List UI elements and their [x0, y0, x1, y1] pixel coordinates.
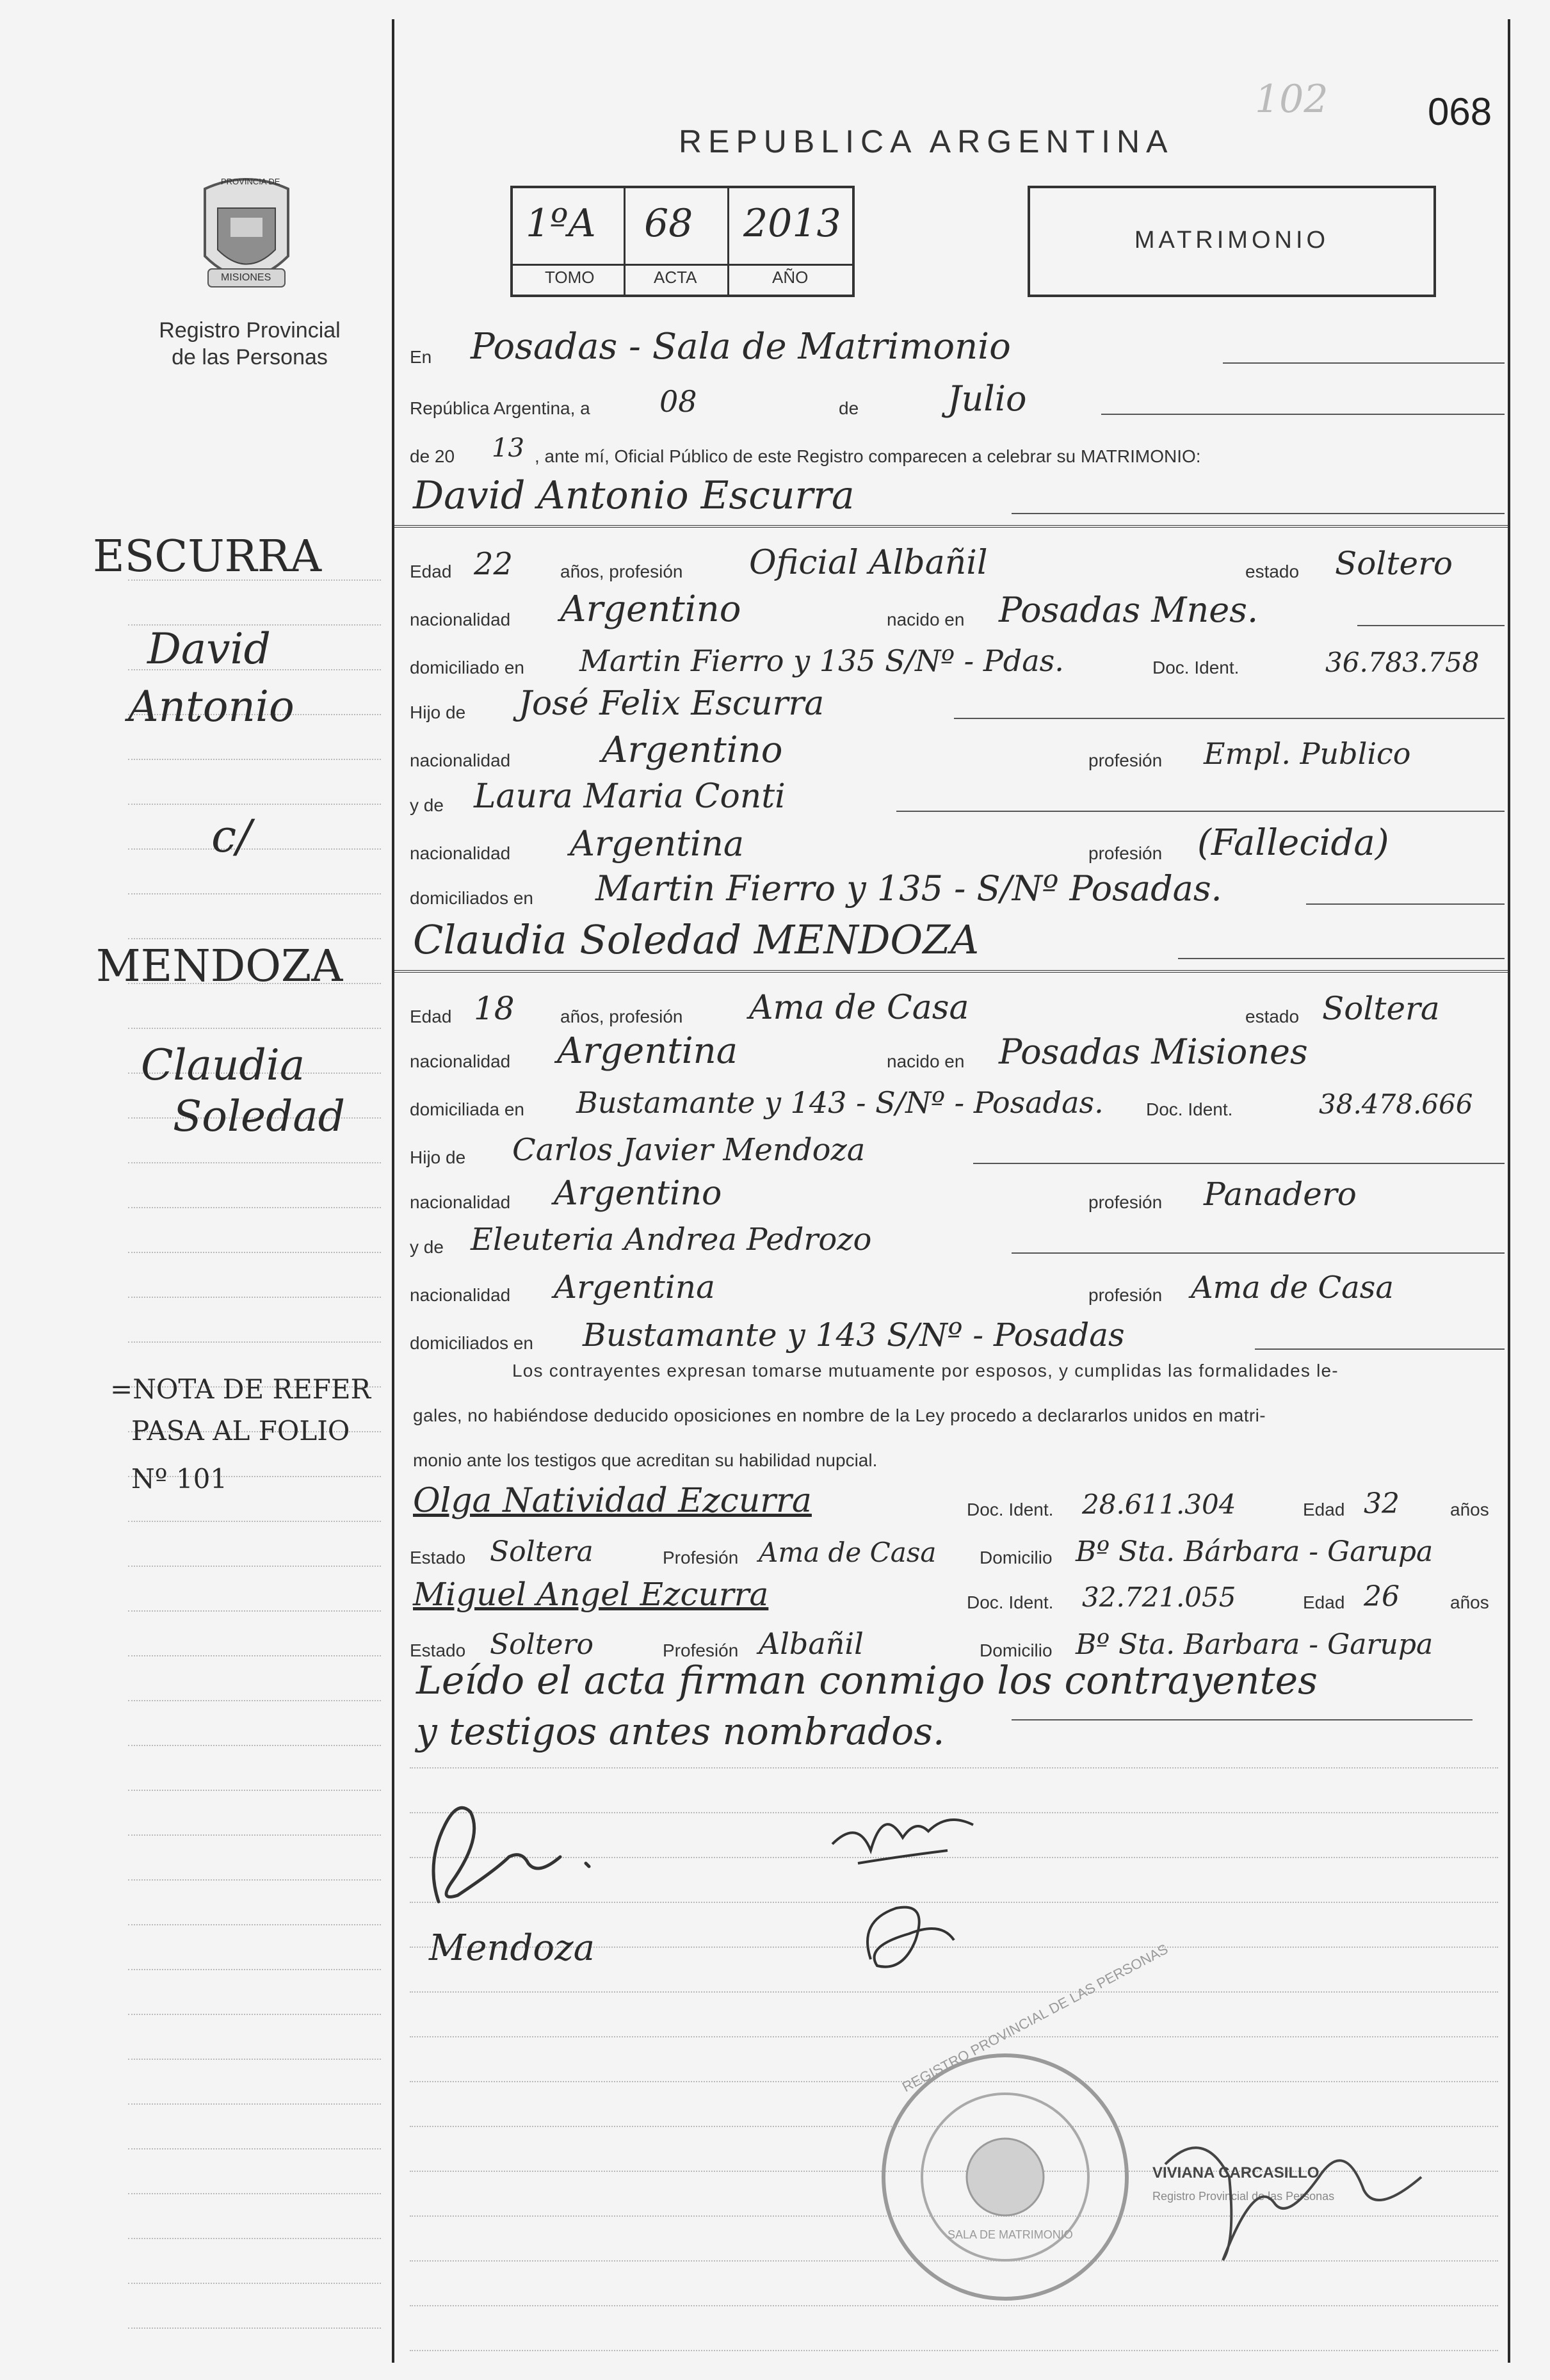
- edad-label: Edad: [410, 562, 452, 581]
- prof-label: profesión: [1088, 1285, 1163, 1305]
- groom-signature-icon: [400, 1786, 656, 1927]
- witness-estado-label: Estado: [410, 1548, 466, 1567]
- bride-mother-prof: Ama de Casa: [1191, 1270, 1394, 1306]
- margin-groom-name2: Antonio: [128, 682, 295, 731]
- witness-dom-label: Domicilio: [980, 1640, 1053, 1660]
- groom-mother: Laura Maria Conti: [474, 777, 786, 816]
- estado-label: estado: [1245, 562, 1300, 581]
- witness-prof-label: Profesión: [663, 1548, 739, 1567]
- groom-doc: 36.783.758: [1325, 647, 1480, 678]
- bride-father-field: [410, 1127, 1508, 1172]
- yde-label: y de: [410, 795, 444, 815]
- margin-groom-surname: ESCURRA: [93, 531, 322, 582]
- dom-label: domiciliada en: [410, 1099, 524, 1119]
- intro-sentence: , ante mí, Oficial Público de este Registro comparecen a celebrar su MATRIMONIO:: [535, 446, 1201, 466]
- margin-note-line2: PASA AL FOLIO: [131, 1415, 350, 1446]
- left-rule: [128, 2238, 381, 2239]
- nac-label: nacionalidad: [410, 1051, 511, 1071]
- groom-edad: 22: [474, 546, 513, 582]
- left-rule: [128, 1655, 381, 1656]
- place-field: [410, 327, 1508, 371]
- year-prefix: de 20: [410, 446, 455, 466]
- bride-estado: Soltera: [1322, 990, 1440, 1027]
- bride-parents-address-field: [410, 1313, 1508, 1357]
- witness2-name: Miguel Angel Ezcurra: [413, 1576, 769, 1613]
- estado-label: estado: [1245, 1007, 1300, 1026]
- stamp-official-sub: Registro Provincial de las Personas: [1152, 2190, 1335, 2203]
- nac-label: nacionalidad: [410, 1192, 511, 1212]
- groom-estado: Soltero: [1335, 545, 1453, 582]
- witness-anos-label: años: [1450, 1500, 1489, 1519]
- groom-profesion: Oficial Albañil: [749, 544, 988, 582]
- groom-domicilio: Martin Fierro y 135 S/Nº - Pdas.: [579, 644, 1064, 678]
- witness2-estado: Soltero: [490, 1628, 593, 1661]
- margin-groom-name1: David: [147, 624, 271, 674]
- bride-nacido: Posadas Misiones: [999, 1032, 1308, 1072]
- prof-label: profesión: [1088, 1192, 1163, 1212]
- left-rule: [128, 1834, 381, 1836]
- nac-label: nacionalidad: [410, 843, 511, 863]
- place-value: Posadas - Sala de Matrimonio: [471, 326, 1011, 368]
- stamp-ring-text: REGISTRO PROVINCIAL DE LAS PERSONAS: [900, 1941, 1171, 2096]
- witness1-edad: 32: [1364, 1487, 1400, 1520]
- left-rule: [128, 1610, 381, 1612]
- stamp-official-name: VIVIANA CARCASILLO: [1152, 2164, 1320, 2182]
- nac-label: nacionalidad: [410, 610, 511, 629]
- official-signature-icon: [1152, 2049, 1434, 2279]
- left-rule: [128, 2283, 381, 2284]
- bride-nationality-field: [410, 1031, 1508, 1076]
- witness2-profesion: Albañil: [759, 1626, 864, 1661]
- acta-label: ACTA: [654, 268, 697, 287]
- bride-profesion: Ama de Casa: [749, 989, 969, 1027]
- margin-note-line3: Nº 101: [131, 1463, 228, 1494]
- witness2-domicilio: Bº Sta. Barbara - Garupa: [1076, 1628, 1433, 1661]
- witness2-edad: 26: [1364, 1580, 1400, 1613]
- left-rule: [128, 759, 381, 760]
- acta-value: 68: [644, 201, 693, 246]
- anio-label: AÑO: [772, 268, 809, 287]
- body-rule: [410, 2350, 1498, 2351]
- groom-age-field: [410, 541, 1508, 586]
- groom-father-nat-field: [410, 730, 1508, 775]
- left-rule: [128, 1879, 381, 1881]
- left-rule: [128, 1341, 381, 1343]
- margin-bride-name1: Claudia: [141, 1040, 305, 1090]
- groom-mother-nac: Argentina: [570, 823, 745, 864]
- tomo-label: TOMO: [545, 268, 595, 287]
- groom-signature: [400, 1786, 656, 1927]
- left-rule: [128, 2193, 381, 2194]
- nacido-label: nacido en: [887, 1051, 965, 1071]
- groom-nacionalidad: Argentino: [560, 588, 741, 630]
- bride-address-field: [410, 1079, 1508, 1124]
- left-rule: [128, 1028, 381, 1029]
- witness-dom-label: Domicilio: [980, 1548, 1053, 1567]
- document-type: MATRIMONIO: [1134, 227, 1330, 254]
- left-rule: [128, 1745, 381, 1746]
- witness-signatures: [819, 1793, 1037, 1998]
- bride-section-rule: [394, 970, 1508, 973]
- bride-domicilio: Bustamante y 143 - S/Nº - Posadas.: [576, 1085, 1104, 1120]
- bride-edad: 18: [474, 990, 515, 1027]
- groom-parents-dom: Martin Fierro y 135 - S/Nº Posadas.: [595, 868, 1222, 909]
- doc-label: Doc. Ident.: [1152, 658, 1239, 677]
- document-type-box: [1028, 186, 1436, 297]
- bride-father-prof: Panadero: [1204, 1176, 1357, 1213]
- official-signature: [1152, 2049, 1434, 2279]
- groom-mother-nat-field: [410, 823, 1508, 868]
- bride-father: Carlos Javier Mendoza: [512, 1132, 866, 1168]
- bride-mother-nat-field: [410, 1265, 1508, 1309]
- groom-section-rule: [394, 525, 1508, 528]
- witness-doc-label: Doc. Ident.: [967, 1500, 1054, 1519]
- bride-full-name: Claudia Soledad MENDOZA: [413, 916, 980, 963]
- date-field: [410, 378, 1508, 423]
- hijo-label: Hijo de: [410, 702, 466, 722]
- witness2-doc: 32.721.055: [1082, 1582, 1236, 1613]
- nac-label: nacionalidad: [410, 1285, 511, 1305]
- groom-father: José Felix Escurra: [519, 684, 825, 723]
- bride-nacionalidad: Argentina: [557, 1030, 738, 1072]
- left-rule: [128, 2059, 381, 2060]
- body-rule: [410, 1767, 1498, 1769]
- witness-signature-icon: [819, 1793, 1037, 1998]
- year-suffix: 13: [492, 433, 524, 463]
- yde-label: y de: [410, 1237, 444, 1257]
- bride-mother: Eleuteria Andrea Pedrozo: [471, 1222, 872, 1258]
- margin-connector: c/: [211, 810, 252, 862]
- page-number-faint: 102: [1255, 77, 1328, 122]
- seal-text-top: PROVINCIA DE: [221, 177, 280, 186]
- bride-parents-dom: Bustamante y 143 S/Nº - Posadas: [583, 1316, 1125, 1354]
- groom-name-field: [410, 473, 1508, 522]
- margin-line: [392, 19, 394, 2363]
- body-rule: [410, 2036, 1498, 2037]
- left-rule: [128, 893, 381, 895]
- anio-value: 2013: [743, 201, 841, 246]
- witness1-doc: 28.611.304: [1082, 1489, 1236, 1520]
- hijo-label: Hijo de: [410, 1147, 466, 1167]
- groom-mother-field: [410, 775, 1508, 820]
- groom-parents-address-field: [410, 868, 1508, 912]
- left-rule: [128, 804, 381, 805]
- left-rule: [128, 2148, 381, 2149]
- declaration-line3: monio ante los testigos que acreditan su habilidad nupcial.: [413, 1450, 878, 1470]
- groom-father-nac: Argentino: [602, 729, 783, 771]
- left-rule: [128, 1252, 381, 1253]
- witness-edad-label: Edad: [1303, 1592, 1345, 1612]
- month-value: Julio: [948, 378, 1027, 419]
- tomo-value: 1ºA: [526, 201, 596, 246]
- registry-name: Registro Provincial de las Personas: [159, 318, 341, 369]
- bride-doc: 38.478.666: [1319, 1089, 1473, 1120]
- groom-father-prof: Empl. Publico: [1204, 736, 1411, 771]
- margin-note-line1: =NOTA DE REFER: [110, 1373, 371, 1405]
- bride-age-field: [410, 986, 1508, 1031]
- witness2-name-field: [410, 1572, 1508, 1617]
- bride-father-nat-field: [410, 1172, 1508, 1217]
- prof-label: profesión: [1088, 750, 1163, 770]
- left-rule: [128, 2327, 381, 2329]
- declaration-line1: Los contrayentes expresan tomarse mutuamente por esposos, y cumplidas las formalidades le-: [512, 1361, 1339, 1380]
- witness1-estado: Soltera: [490, 1535, 593, 1568]
- right-border-line: [1508, 19, 1510, 2363]
- witness1-profesion: Ama de Casa: [759, 1537, 937, 1568]
- groom-full-name: David Antonio Escurra: [413, 473, 855, 518]
- margin-bride-surname: MENDOZA: [96, 941, 343, 992]
- witness-anos-label: años: [1450, 1592, 1489, 1612]
- left-rule: [128, 1924, 381, 1925]
- left-rule: [128, 1297, 381, 1298]
- groom-address-field: [410, 637, 1508, 682]
- prof-label: profesión: [1088, 843, 1163, 863]
- tomo-acta-anio-box: [510, 186, 855, 297]
- doms-label: domiciliados en: [410, 1333, 533, 1353]
- left-rule: [128, 1566, 381, 1567]
- margin-bride-name2: Soledad: [173, 1092, 345, 1141]
- left-rule: [128, 2014, 381, 2015]
- closing-line2: y testigos antes nombrados.: [416, 1710, 945, 1753]
- left-rule: [128, 938, 381, 939]
- doms-label: domiciliados en: [410, 888, 533, 908]
- nac-label: nacionalidad: [410, 750, 511, 770]
- nacido-label: nacido en: [887, 610, 965, 629]
- bride-father-nac: Argentino: [554, 1174, 722, 1213]
- declaration-line2: gales, no habiéndose deducido oposiciones en nombre de la Ley procedo a declararlos unidos en matri-: [413, 1405, 1266, 1425]
- left-rule: [128, 1969, 381, 1970]
- bride-signature: Mendoza: [429, 1927, 595, 1969]
- bride-mother-nac: Argentina: [554, 1268, 715, 1306]
- left-rule: [128, 848, 381, 850]
- rep-label: República Argentina, a: [410, 398, 590, 418]
- left-rule: [128, 2103, 381, 2105]
- edad-label: Edad: [410, 1007, 452, 1026]
- groom-father-field: [410, 682, 1508, 727]
- day-value: 08: [659, 384, 697, 419]
- witness1-domicilio: Bº Sta. Bárbara - Garupa: [1076, 1535, 1433, 1568]
- witness-doc-label: Doc. Ident.: [967, 1592, 1054, 1612]
- seal-text-bottom: MISIONES: [221, 272, 271, 283]
- witness-edad-label: Edad: [1303, 1500, 1345, 1519]
- groom-nationality-field: [410, 589, 1508, 634]
- anos-label: años, profesión: [560, 1007, 683, 1026]
- groom-nacido: Posadas Mnes.: [999, 590, 1259, 630]
- left-rule: [128, 1700, 381, 1701]
- witness-prof-label: Profesión: [663, 1640, 739, 1660]
- country-title: REPUBLICA ARGENTINA: [679, 124, 1174, 159]
- year-field: [410, 426, 1508, 471]
- witness-estado-label: Estado: [410, 1640, 466, 1660]
- witness1-name: Olga Natividad Ezcurra: [413, 1482, 812, 1520]
- anos-label: años, profesión: [560, 562, 683, 581]
- bride-name-field: [410, 916, 1508, 967]
- left-rule: [128, 1790, 381, 1791]
- witness1-name-field: [410, 1479, 1508, 1524]
- doc-label: Doc. Ident.: [1146, 1099, 1233, 1119]
- left-rule: [128, 1207, 381, 1208]
- witness1-details-field: [410, 1527, 1508, 1572]
- bride-mother-field: [410, 1217, 1508, 1261]
- stamp-inner-text: SALA DE MATRIMONIO: [948, 2228, 1073, 2241]
- left-rule: [128, 1162, 381, 1163]
- en-label: En: [410, 347, 432, 367]
- left-rule: [128, 1521, 381, 1522]
- dom-label: domiciliado en: [410, 658, 524, 677]
- page-number: 068: [1428, 90, 1492, 133]
- de-label: de: [839, 398, 859, 418]
- closing-line1: Leído el acta firman conmigo los contrayentes: [416, 1658, 1318, 1703]
- groom-mother-prof: (Fallecida): [1197, 822, 1389, 864]
